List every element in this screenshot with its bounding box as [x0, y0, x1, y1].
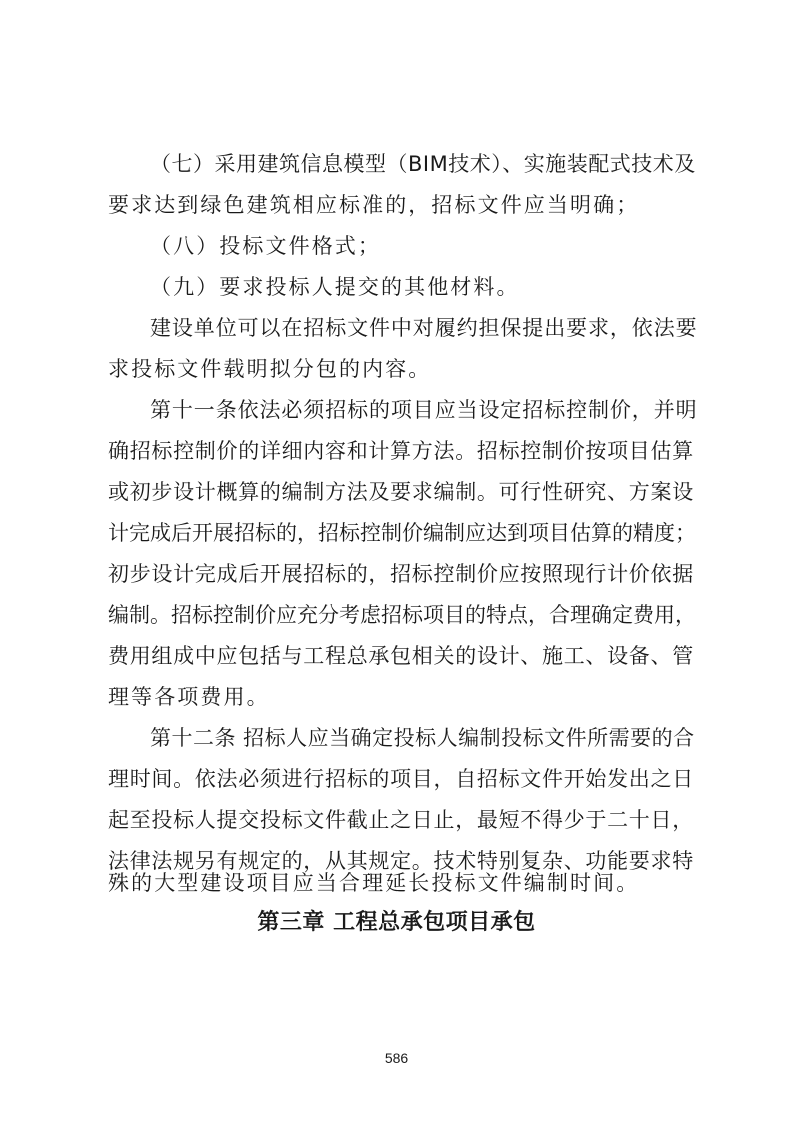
paragraph-line: 理时间。依法必须进行招标的项目，自招标文件开始发出之日	[108, 767, 694, 791]
paragraph-line: 要求达到绿色建筑相应标准的，招标文件应当明确；	[108, 193, 640, 217]
paragraph-line: 起至投标人提交投标文件截止之日止，最短不得少于二十日，	[108, 808, 694, 832]
paragraph-line: 费用组成中应包括与工程总承包相关的设计、施工、设备、管	[108, 644, 694, 668]
chapter-heading: 第三章 工程总承包项目承包	[257, 910, 536, 935]
paragraph-line: 编制。招标控制价应充分考虑招标项目的特点，合理确定费用，	[108, 603, 696, 627]
paragraph-line: （八）投标文件格式；	[150, 234, 381, 258]
paragraph-line: （七）采用建筑信息模型（BIM技术）、实施装配式技术及	[150, 152, 696, 176]
paragraph-line: 求投标文件载明拟分包的内容。	[108, 357, 432, 381]
paragraph-line: （九）要求投标人提交的其他材料。	[150, 275, 520, 299]
paragraph-line: 理等各项费用。	[108, 685, 270, 709]
paragraph-line: 或初步设计概算的编制方法及要求编制。可行性研究、方案设	[108, 480, 694, 504]
paragraph-line: 第十一条依法必须招标的项目应当设定招标控制价，并明	[150, 398, 698, 422]
paragraph-line: 法律法规另有规定的，从其规定。技术特别复杂、功能要求特	[108, 849, 694, 873]
paragraph-line: 初步设计完成后开展招标的，招标控制价应按照现行计价依据	[108, 562, 694, 586]
paragraph-line: 殊的大型建设项目应当合理延长投标文件编制时间。	[108, 871, 640, 895]
page-number: 586	[384, 1050, 409, 1066]
paragraph-line: 第十二条 招标人应当确定投标人编制投标文件所需要的合	[150, 726, 695, 750]
paragraph-line: 确招标控制价的详细内容和计算方法。招标控制价按项目估算	[108, 439, 694, 463]
paragraph-line: 计完成后开展招标的，招标控制价编制应达到项目估算的精度；	[108, 521, 696, 545]
paragraph-line: 建设单位可以在招标文件中对履约担保提出要求，依法要	[150, 316, 698, 340]
